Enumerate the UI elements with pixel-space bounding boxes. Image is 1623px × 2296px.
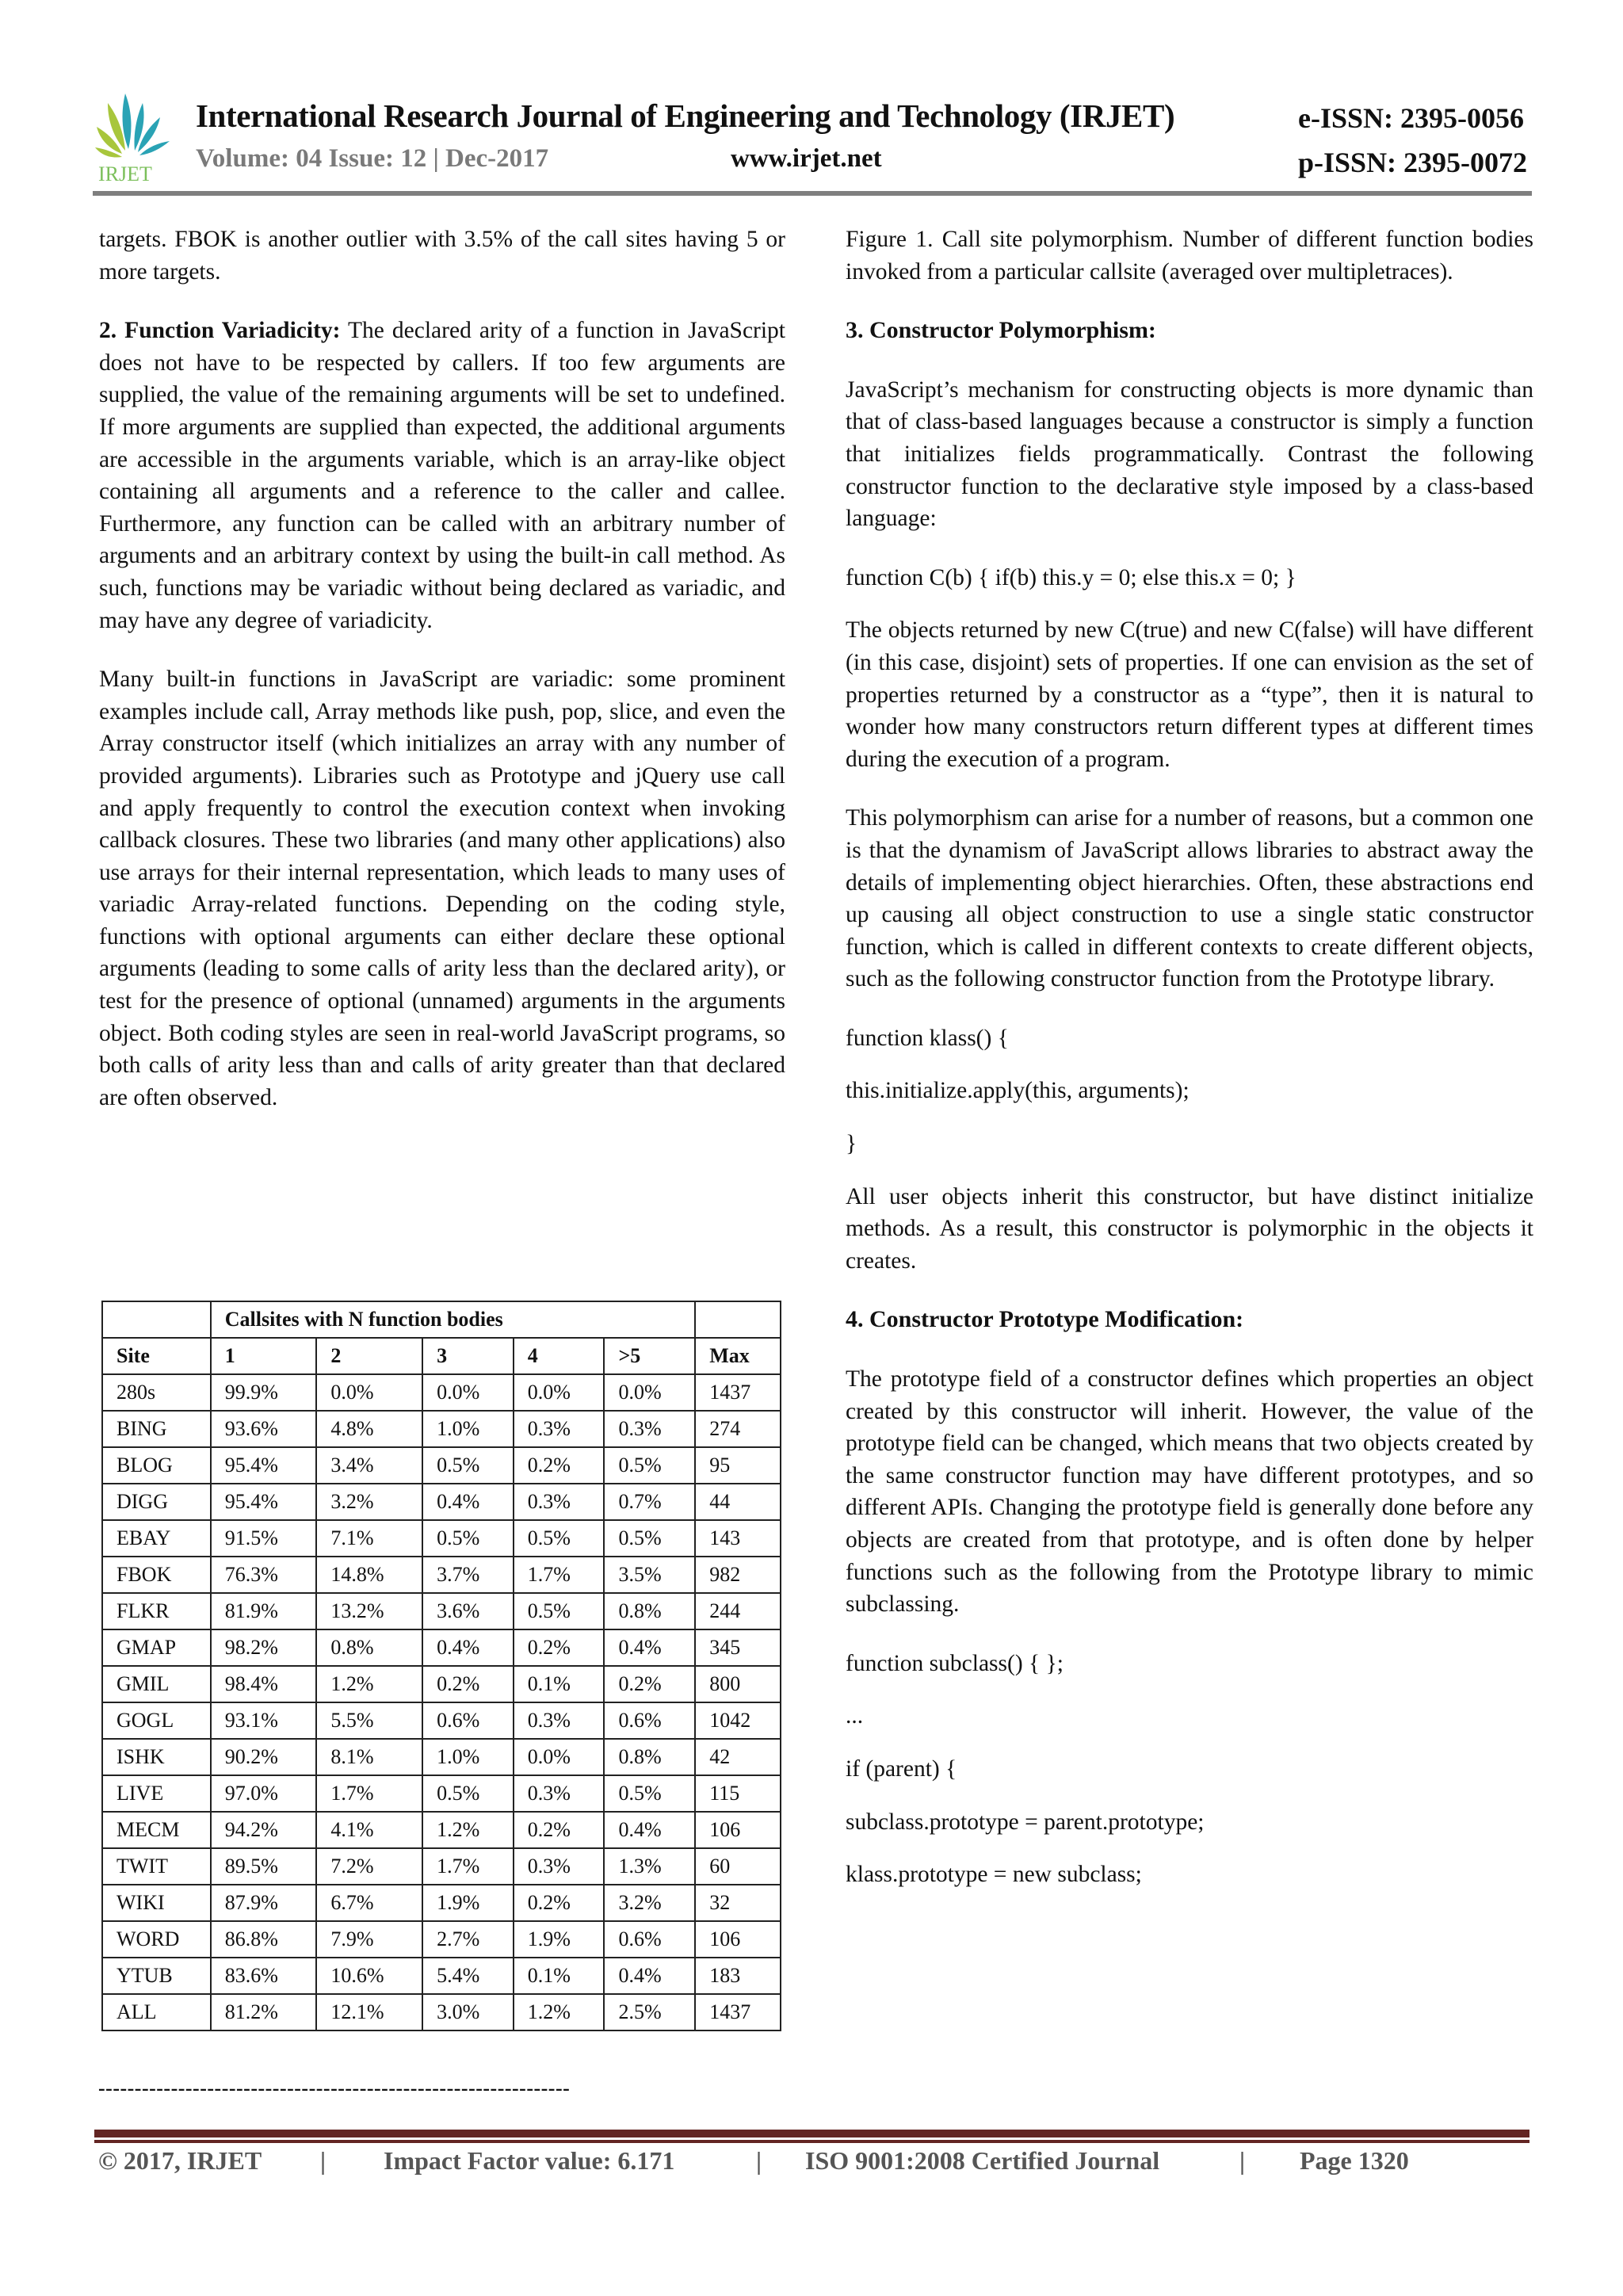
value-cell: 0.3%: [514, 1484, 605, 1520]
paragraph: JavaScript’s mechanism for constructing objects is more dynamic than that of class-based languages because a constructor is simply a function that initializes fields programmatically. Contrast the following constructor function to the declarative style imposed by a class-based language:: [846, 376, 1533, 532]
value-cell: 2.7%: [422, 1921, 514, 1958]
table-header-cell: [102, 1301, 211, 1338]
value-cell: 0.5%: [604, 1520, 695, 1557]
site-cell: ISHK: [102, 1739, 211, 1775]
value-cell: 1.7%: [316, 1775, 422, 1812]
value-cell: 800: [695, 1666, 781, 1702]
value-cell: 0.2%: [514, 1629, 605, 1666]
code-line: klass.prototype = new subclass;: [846, 1862, 1142, 1888]
table-header-cell: 2: [316, 1338, 422, 1374]
leaf-logo-icon: [94, 86, 182, 185]
value-cell: 0.4%: [604, 1812, 695, 1848]
table-row: [102, 1557, 781, 1593]
site-cell: GMIL: [102, 1666, 211, 1702]
value-cell: 86.8%: [211, 1921, 317, 1958]
value-cell: 14.8%: [316, 1557, 422, 1593]
right-column: [846, 223, 1533, 1912]
value-cell: 1.2%: [422, 1812, 514, 1848]
value-cell: 95.4%: [211, 1484, 317, 1520]
value-cell: 0.4%: [604, 1958, 695, 1994]
value-cell: 97.0%: [211, 1775, 317, 1812]
value-cell: 115: [695, 1775, 781, 1812]
paragraph: All user objects inherit this constructor, but have distinct initialize methods. As a result, this constructor is polymorphic in the objects it creates.: [846, 1183, 1533, 1274]
value-cell: 83.6%: [211, 1958, 317, 1994]
table-group-header-row: [102, 1301, 781, 1338]
table-row: [102, 1374, 781, 1411]
site-cell: EBAY: [102, 1520, 211, 1557]
code-line: function klass() {: [846, 1025, 1009, 1051]
site-cell: FBOK: [102, 1557, 211, 1593]
value-cell: 3.2%: [604, 1885, 695, 1921]
value-cell: 93.6%: [211, 1411, 317, 1447]
value-cell: 3.7%: [422, 1557, 514, 1593]
value-cell: 3.5%: [604, 1557, 695, 1593]
paragraph: Many built-in functions in JavaScript are variadic: some prominent examples include call, Array methods like push, pop, slice, and even the Array constructor itself (which initializes an array with any number of provided arguments). Libraries such as Prototype and jQuery use call and apply frequently to control the execution context when invoking callback closures. These two libraries (and many other applications) also use arrays for their internal representation, which leads to many uses of variadic Array-related functions. Depending on the coding style, functions with optional arguments can either declare these optional arguments (leading to some calls of arity less than the declared arity), or test for the presence of optional (unnamed) arguments in the arguments object. Both coding styles are seen in real-world JavaScript programs, so both calls of arity less than and calls of arity greater than that declared are often observed.: [99, 667, 785, 1110]
value-cell: 5.4%: [422, 1958, 514, 1994]
value-cell: 44: [695, 1484, 781, 1520]
value-cell: 274: [695, 1411, 781, 1447]
footer-separator: |: [756, 2146, 762, 2175]
site-cell: BING: [102, 1411, 211, 1447]
value-cell: 42: [695, 1739, 781, 1775]
value-cell: 0.5%: [422, 1520, 514, 1557]
value-cell: 0.3%: [604, 1411, 695, 1447]
site-cell: WORD: [102, 1921, 211, 1958]
site-cell: GOGL: [102, 1702, 211, 1739]
value-cell: 94.2%: [211, 1812, 317, 1848]
table-header-row: [102, 1338, 781, 1374]
table-row: [102, 1666, 781, 1702]
table-row: [102, 1447, 781, 1484]
table-header-cell: [695, 1301, 781, 1338]
svg-text:IRJET: IRJET: [98, 162, 152, 185]
callsite-polymorphism-table: [101, 1301, 781, 2031]
irjet-logo-icon: [94, 86, 182, 185]
footer-separator: |: [320, 2146, 327, 2175]
value-cell: 1042: [695, 1702, 781, 1739]
value-cell: 95: [695, 1447, 781, 1484]
table-row: [102, 1739, 781, 1775]
value-cell: 3.4%: [316, 1447, 422, 1484]
site-cell: WIKI: [102, 1885, 211, 1921]
value-cell: 244: [695, 1593, 781, 1629]
value-cell: 99.9%: [211, 1374, 317, 1411]
value-cell: 0.5%: [514, 1593, 605, 1629]
value-cell: 0.5%: [604, 1775, 695, 1812]
value-cell: 982: [695, 1557, 781, 1593]
table-header-cell: 3: [422, 1338, 514, 1374]
site-cell: TWIT: [102, 1848, 211, 1885]
page-footer: [98, 2146, 1409, 2176]
code-line: if (parent) {: [846, 1755, 957, 1782]
table-group-header: Callsites with N function bodies: [211, 1301, 695, 1338]
value-cell: 0.2%: [514, 1447, 605, 1484]
footer-divider-thin: [94, 2140, 1529, 2143]
value-cell: 183: [695, 1958, 781, 1994]
code-line: ...: [846, 1703, 864, 1729]
e-issn: e-ISSN: 2395-0056: [1298, 102, 1524, 134]
site-cell: LIVE: [102, 1775, 211, 1812]
value-cell: 0.2%: [514, 1885, 605, 1921]
code-line: }: [846, 1131, 857, 1157]
value-cell: 76.3%: [211, 1557, 317, 1593]
value-cell: 0.2%: [604, 1666, 695, 1702]
section-heading-constructor-polymorphism: 3. Constructor Polymorphism:: [846, 317, 1156, 344]
table-row: [102, 1629, 781, 1666]
value-cell: 1437: [695, 1994, 781, 2030]
value-cell: 0.6%: [604, 1921, 695, 1958]
value-cell: 93.1%: [211, 1702, 317, 1739]
value-cell: 1.3%: [604, 1848, 695, 1885]
value-cell: 2.5%: [604, 1994, 695, 2030]
table-row: [102, 1484, 781, 1520]
value-cell: 89.5%: [211, 1848, 317, 1885]
value-cell: 143: [695, 1520, 781, 1557]
value-cell: 0.0%: [514, 1739, 605, 1775]
value-cell: 1.0%: [422, 1411, 514, 1447]
value-cell: 98.4%: [211, 1666, 317, 1702]
footer-iso: ISO 9001:2008 Certified Journal: [805, 2146, 1160, 2175]
table-row: [102, 1812, 781, 1848]
value-cell: 0.5%: [514, 1520, 605, 1557]
value-cell: 7.1%: [316, 1520, 422, 1557]
value-cell: 0.4%: [604, 1629, 695, 1666]
footer-divider: [94, 2130, 1529, 2137]
footer-separator: |: [1239, 2146, 1246, 2175]
value-cell: 4.1%: [316, 1812, 422, 1848]
value-cell: 0.5%: [604, 1447, 695, 1484]
value-cell: 0.0%: [604, 1374, 695, 1411]
table-row: [102, 1885, 781, 1921]
site-cell: MECM: [102, 1812, 211, 1848]
site-cell: FLKR: [102, 1593, 211, 1629]
website-link[interactable]: www.irjet.net: [731, 144, 882, 173]
value-cell: 0.2%: [514, 1812, 605, 1848]
value-cell: 1437: [695, 1374, 781, 1411]
value-cell: 10.6%: [316, 1958, 422, 1994]
value-cell: 90.2%: [211, 1739, 317, 1775]
value-cell: 95.4%: [211, 1447, 317, 1484]
value-cell: 0.8%: [604, 1593, 695, 1629]
paragraph: This polymorphism can arise for a number of reasons, but a common one is that the dynamism of JavaScript allows libraries to abstract away the details of implementing object hierarchies. Often, these abstractions end up causing all object construction to use a single static constructor function, which is called in different contexts to create different objects, such as the following constructor function from the Prototype library.: [846, 805, 1533, 992]
value-cell: 0.6%: [604, 1702, 695, 1739]
site-cell: YTUB: [102, 1958, 211, 1994]
table-row: [102, 1702, 781, 1739]
value-cell: 32: [695, 1885, 781, 1921]
value-cell: 345: [695, 1629, 781, 1666]
site-cell: GMAP: [102, 1629, 211, 1666]
code-line: this.initialize.apply(this, arguments);: [846, 1078, 1190, 1104]
value-cell: 0.0%: [316, 1374, 422, 1411]
section-heading-prototype-modification: 4. Constructor Prototype Modification:: [846, 1306, 1244, 1333]
site-cell: 280s: [102, 1374, 211, 1411]
value-cell: 1.7%: [514, 1557, 605, 1593]
site-cell: BLOG: [102, 1447, 211, 1484]
figure-caption: Figure 1. Call site polymorphism. Number of different function bodies invoked from a particular callsite (averaged over multipletraces).: [846, 227, 1533, 285]
value-cell: 0.3%: [514, 1411, 605, 1447]
value-cell: 6.7%: [316, 1885, 422, 1921]
value-cell: 81.9%: [211, 1593, 317, 1629]
section-lead: 2. Function Variadicity:: [99, 318, 341, 344]
value-cell: 3.6%: [422, 1593, 514, 1629]
table-row: [102, 1411, 781, 1447]
value-cell: 87.9%: [211, 1885, 317, 1921]
value-cell: 0.5%: [422, 1775, 514, 1812]
table-row: [102, 1848, 781, 1885]
value-cell: 0.2%: [422, 1666, 514, 1702]
site-cell: DIGG: [102, 1484, 211, 1520]
value-cell: 1.9%: [514, 1921, 605, 1958]
value-cell: 8.1%: [316, 1739, 422, 1775]
footer-copyright: © 2017, IRJET: [98, 2146, 262, 2175]
table-row: [102, 1593, 781, 1629]
value-cell: 91.5%: [211, 1520, 317, 1557]
value-cell: 7.2%: [316, 1848, 422, 1885]
value-cell: 3.2%: [316, 1484, 422, 1520]
value-cell: 1.2%: [514, 1994, 605, 2030]
value-cell: 0.8%: [316, 1629, 422, 1666]
table-header-cell: 1: [211, 1338, 317, 1374]
code-line: subclass.prototype = parent.prototype;: [846, 1809, 1205, 1835]
value-cell: 5.5%: [316, 1702, 422, 1739]
table-header-cell: 4: [514, 1338, 605, 1374]
paragraph: The objects returned by new C(true) and new C(false) will have different (in this case, disjoint) sets of properties. If one can envision as the set of properties returned by a constructor as a “type”, then it is natural to wonder how many constructors return different types at different times during the execution of a program.: [846, 617, 1533, 772]
value-cell: 1.7%: [422, 1848, 514, 1885]
site-cell: ALL: [102, 1994, 211, 2030]
value-cell: 3.0%: [422, 1994, 514, 2030]
p-issn: p-ISSN: 2395-0072: [1298, 147, 1528, 178]
value-cell: 106: [695, 1812, 781, 1848]
value-cell: 60: [695, 1848, 781, 1885]
table-header-cell: >5: [604, 1338, 695, 1374]
value-cell: 1.9%: [422, 1885, 514, 1921]
footer-page-number: Page 1320: [1300, 2146, 1409, 2175]
value-cell: 0.1%: [514, 1666, 605, 1702]
value-cell: 1.2%: [316, 1666, 422, 1702]
table-row: [102, 1775, 781, 1812]
value-cell: 81.2%: [211, 1994, 317, 2030]
journal-title: International Research Journal of Engineering and Technology (IRJET): [196, 97, 1175, 134]
volume-issue: Volume: 04 Issue: 12 | Dec-2017: [196, 144, 549, 173]
value-cell: 0.8%: [604, 1739, 695, 1775]
paragraph-body: The declared arity of a function in JavaScript does not have to be respected by callers. If too few arguments are supplied, the value of the remaining arguments will be set to undefined. If more arguments are supplied than expected, the additional arguments are accessible in the arguments variable, which is an array-like object containing all arguments and a reference to the caller and callee. Furthermore, any function can be called with an arbitrary number of arguments and an arbitrary context by using the built-in call method. As such, functions may be variadic without being declared as variadic, and may have any degree of variadicity.: [99, 318, 785, 633]
left-column: [99, 223, 785, 1140]
table-row: [102, 1958, 781, 1994]
table-header-cell: Max: [695, 1338, 781, 1374]
value-cell: 13.2%: [316, 1593, 422, 1629]
value-cell: 98.2%: [211, 1629, 317, 1666]
value-cell: 1.0%: [422, 1739, 514, 1775]
table-row: [102, 1921, 781, 1958]
table-row: [102, 1520, 781, 1557]
paragraph: targets. FBOK is another outlier with 3.5% of the call sites having 5 or more targets.: [99, 227, 785, 285]
value-cell: 12.1%: [316, 1994, 422, 2030]
table-row: [102, 1994, 781, 2030]
value-cell: 106: [695, 1921, 781, 1958]
value-cell: 4.8%: [316, 1411, 422, 1447]
value-cell: 0.4%: [422, 1629, 514, 1666]
value-cell: 0.7%: [604, 1484, 695, 1520]
paragraph-function-variadicity: [99, 315, 785, 636]
value-cell: 0.6%: [422, 1702, 514, 1739]
table-body: [102, 1374, 781, 2030]
header-divider: [93, 191, 1532, 196]
value-cell: 0.1%: [514, 1958, 605, 1994]
value-cell: 0.3%: [514, 1702, 605, 1739]
dashed-separator: -----------------------------------------------------------------: [98, 2076, 571, 2099]
value-cell: 0.0%: [422, 1374, 514, 1411]
footer-impact-factor: Impact Factor value: 6.171: [384, 2146, 675, 2175]
paragraph: The prototype field of a constructor defines which properties an object created by this constructor will inherit. However, the value of the prototype field can be changed, which means that two objects created by the same constructor function may have different prototypes, and so different APIs. Changing the prototype field is generally done before any objects are created from that prototype, and is often done by helper functions such as the following from the Prototype library to mimic subclassing.: [846, 1366, 1533, 1618]
code-snippet: function C(b) { if(b) this.y = 0; else this.x = 0; }: [846, 564, 1296, 590]
code-line: function subclass() { };: [846, 1650, 1064, 1676]
value-cell: 0.0%: [514, 1374, 605, 1411]
value-cell: 7.9%: [316, 1921, 422, 1958]
value-cell: 0.3%: [514, 1848, 605, 1885]
value-cell: 0.4%: [422, 1484, 514, 1520]
table-header-cell: Site: [102, 1338, 211, 1374]
value-cell: 0.5%: [422, 1447, 514, 1484]
value-cell: 0.3%: [514, 1775, 605, 1812]
